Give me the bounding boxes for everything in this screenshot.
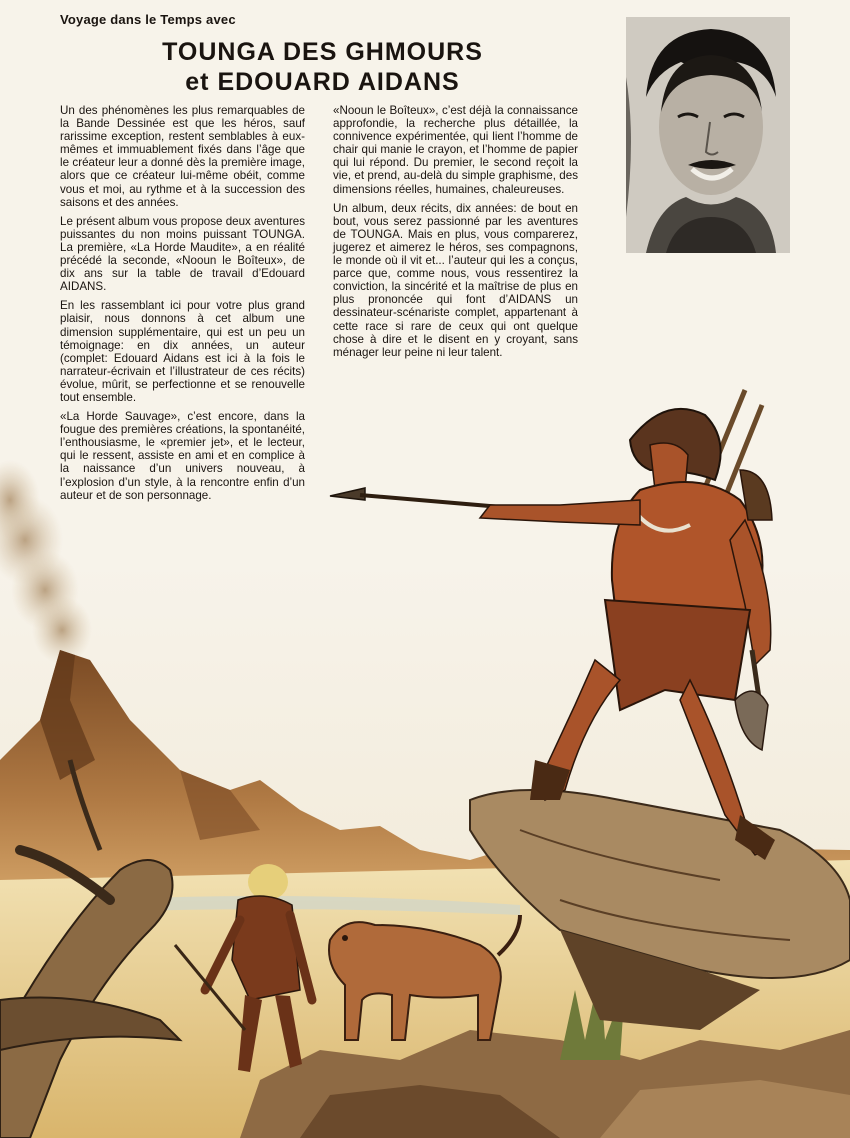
paragraph: Le présent album vous propose deux aventures puissantes du non moins puissant TOUNGA. La première, «La Horde Maudite», a en réalité précédé la seconde, «Nooun le Boîteux», de dix ans sur la table de travail d’Edouard AIDANS. [60,214,305,294]
paragraph: Un des phénomènes les plus remarquables de la Bande Dessinée est que les héros, sauf rarissime exception, restent semblables à eux-mêmes et immuablement fixés dans l’âge que le créateur leur a donné dès la première image, alors que ce créateur lui-même obéit, comme vous et moi, au rythme et à la succession des saisons et des années. [60,104,305,209]
paragraph: Un album, deux récits, dix années: de bout en bout, vous serez passionné par les aventures de TOUNGA. Mais en plus, vous comparerez, jugerez et aimerez le héros, ses compagnons, le monde où il vit et... l’auteur qui les a conçus, parce que, comme nous, vous ressentirez la conviction, la sincérité et la maîtrise de plus en plus prononcée qui font d’AIDANS un dessinateur-scénariste complet, appartenant à cette race si rare de ceux qui ont quelque chose à dire et le disent en y croyant, sans ménager leur peine ni leur talent. [333,201,578,359]
paragraph: «La Horde Sauvage», c’est encore, dans la fougue des premières créations, la spontanéité, l’enthousiasme, le «premier jet», et le lecteur, qui le ressent, assiste en ami et en complice à la naissance d’un univers nouveau, à l’explosion d’un style, à la rencontre enfin d’un auteur et de son personnage. [60,410,305,502]
page-title-line1: TOUNGA DES GHMOURS [162,38,483,66]
text-column-right [333,104,578,365]
page-title-line2: et EDOUARD AIDANS [185,68,460,96]
text-column-left [60,104,305,508]
section-kicker: Voyage dans le Temps avec [60,12,236,27]
paragraph: «Nooun le Boîteux», c’est déjà la connaissance approfondie, la recherche plus détaillée, la connivence expérimentée, qui lient l’homme de chair qui manie le crayon, et l’homme de papier qui lui répond. Du premier, le second reçoit la vie, et prend, au-delà du simple graphisme, des dimensions réelles, humaines, chaleureuses. [333,104,578,196]
paragraph: En les rassemblant ici pour votre plus grand plaisir, nous donnons à cet album une dimension supplémentaire, qui est un peu un témoignage: en dix années, un auteur (complet: Edouard Aidans est ici à la fois le narrateur-écrivain et l’illustrateur de ces récits) évolue, mûrit, se perfectionne et se renouvelle tout ensemble. [60,299,305,404]
author-portrait-photo [626,17,790,253]
